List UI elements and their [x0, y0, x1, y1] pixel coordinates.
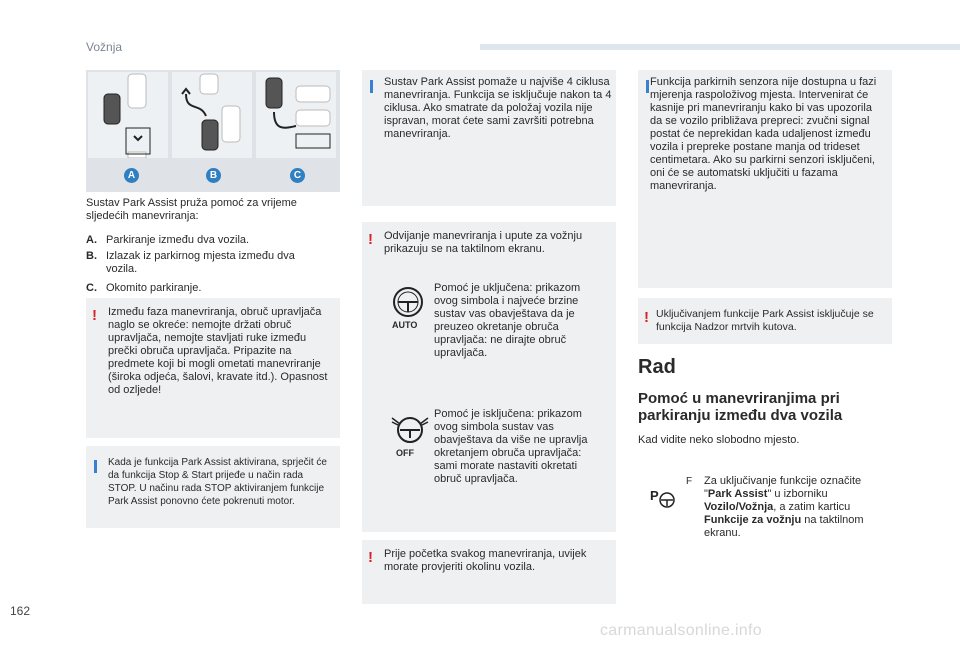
list-text: Okomito parkiranje. [106, 282, 202, 294]
svg-text:P: P [650, 488, 659, 503]
diagram-panel-b [172, 72, 252, 158]
diagram-panel-a [88, 72, 168, 158]
parallel-parking-icon [88, 72, 168, 158]
col2-off-text: Pomoć je isključena: prikazom ovog simbola sustav vas obavještava da više ne upravlja okretanjem obruča upravljača: sami morate nastaviti okretati obruč upravljača. [434, 408, 588, 485]
off-label: OFF [396, 448, 414, 458]
step-bold-part: Vozilo/Vožnja [704, 501, 774, 513]
list-item [86, 234, 249, 247]
perpendicular-parking-icon [256, 72, 336, 158]
list-text: Parkiranje između dva vozila. [106, 234, 250, 246]
park-assist-icon [650, 486, 676, 510]
col1-info-box [86, 446, 340, 528]
info-icon [370, 80, 373, 93]
step-arrow: F [686, 476, 693, 487]
step-text-part: na taktilnom ekranu. [704, 514, 864, 539]
col2-info-box [362, 70, 616, 206]
col1-intro: Sustav Park Assist pruža pomoć za vrijeme sljedećih manevriranja: [86, 197, 297, 222]
step-text-part: Za uključivanje funkcije označite " [704, 475, 862, 500]
auto-label: AUTO [392, 320, 418, 330]
list-letter: B. [86, 250, 97, 262]
info-icon [94, 460, 97, 473]
diagram-label-a: A [124, 168, 139, 183]
col2-warning2-text: Prije početka svakog manevriranja, uvijek morate provjeriti okolinu vozila. [384, 548, 587, 573]
park-steering-icon [650, 486, 676, 510]
list-letter: A. [86, 234, 97, 246]
info-icon [646, 80, 649, 93]
col3-lead: Kad vidite neko slobodno mjesto. [638, 434, 800, 446]
section-bar [480, 44, 960, 50]
steering-wheel-crossed-icon [390, 412, 430, 448]
list-letter: C. [86, 282, 97, 294]
step-text-part: " u izborniku [767, 488, 828, 500]
col1-warning-box [86, 298, 340, 438]
warning-icon: ! [368, 231, 373, 248]
warning-icon: ! [368, 549, 373, 566]
col3-step-text [704, 475, 888, 540]
col3-info-box [638, 70, 892, 288]
warning-icon: ! [92, 307, 97, 324]
col2-warning1-text: Odvijanje manevriranja i upute za vožnju prikazuju se na taktilnom ekranu. [384, 230, 583, 255]
col2-info-text: Sustav Park Assist pomaže u najviše 4 ciklusa manevriranja. Funkcija se isključuje nakon ta 4 ciklusa. Ako smatrate da položaj vozila nije ispravan, morat ćete sami završiti potrebna manevriranja. [384, 76, 612, 140]
step-text-part: , a zatim karticu [773, 501, 851, 513]
step-bold-part: Funkcije za vožnju [704, 514, 802, 526]
steering-auto-icon [390, 284, 426, 332]
diagram-panel-c [256, 72, 336, 158]
col2-auto-text: Pomoć je uključena: prikazom ovog simbola i najveće brzine sustav vas obavještava da je preuzeo okretanje obruča upravljača: ne dirajte obruč upravljača. [434, 282, 581, 359]
steering-wheel-icon [390, 284, 426, 320]
col3-info-text: Funkcija parkirnih senzora nije dostupna u fazi mjerenja raspoloživog mjesta. Intervenirat će kasnije pri manevriranju kako bi vas upozorila da se vozilo približava prepreci: zvučni signal postat će neprekidan kada udaljenost između vozila i prepreke postane manja od trideset centimetara. Ako su parkirni senzori isključeni, oni će se automatski uključiti u fazama manevriranja. [650, 76, 877, 192]
col2-warning-box [362, 222, 616, 532]
page-number: 162 [10, 604, 31, 618]
exit-parking-icon [172, 72, 252, 158]
diagram-label-b: B [206, 168, 221, 183]
warning-icon: ! [644, 309, 649, 326]
diagram-label-c: C [290, 168, 305, 183]
col2-warning2-box [362, 540, 616, 604]
list-item [86, 282, 201, 295]
parking-diagram [86, 70, 340, 192]
col3-warning-text: Uključivanjem funkcije Park Assist isključuje se funkcija Nadzor mrtvih kutova. [656, 308, 874, 333]
list-text: Izlazak iz parkirnog mjesta između dva vozila. [106, 250, 295, 275]
subsection-heading: Pomoć u manevriranjima pri parkiranju između dva vozila [638, 390, 843, 424]
list-item [86, 250, 326, 276]
watermark: carmanualsonline.info [600, 622, 762, 639]
col1-warning-text: Između faza manevriranja, obruč upravljača naglo se okreće: nemojte držati obruč upravljača, nemojte stavljati ruke između prečki obruča upravljača. Pripazite na predmete koji bi mogli ometati manevriranje (široka odjeća, šalovi, kravate itd.). Opasnost od ozljede! [108, 306, 328, 396]
col1-info-text: Kada je funkcija Park Assist aktivirana, sprječit će da funkcija Stop & Start prijeđe u način rada STOP. U načinu rada STOP aktiviranjem funkcije Park Assist ponovno ćete pokrenuti motor. [108, 457, 327, 507]
step-bold-part: Park Assist [707, 488, 768, 500]
section-title: Vožnja [86, 40, 123, 54]
steering-off-icon [390, 412, 430, 460]
col3-warning-box [638, 298, 892, 344]
section-heading: Rad [638, 356, 676, 378]
